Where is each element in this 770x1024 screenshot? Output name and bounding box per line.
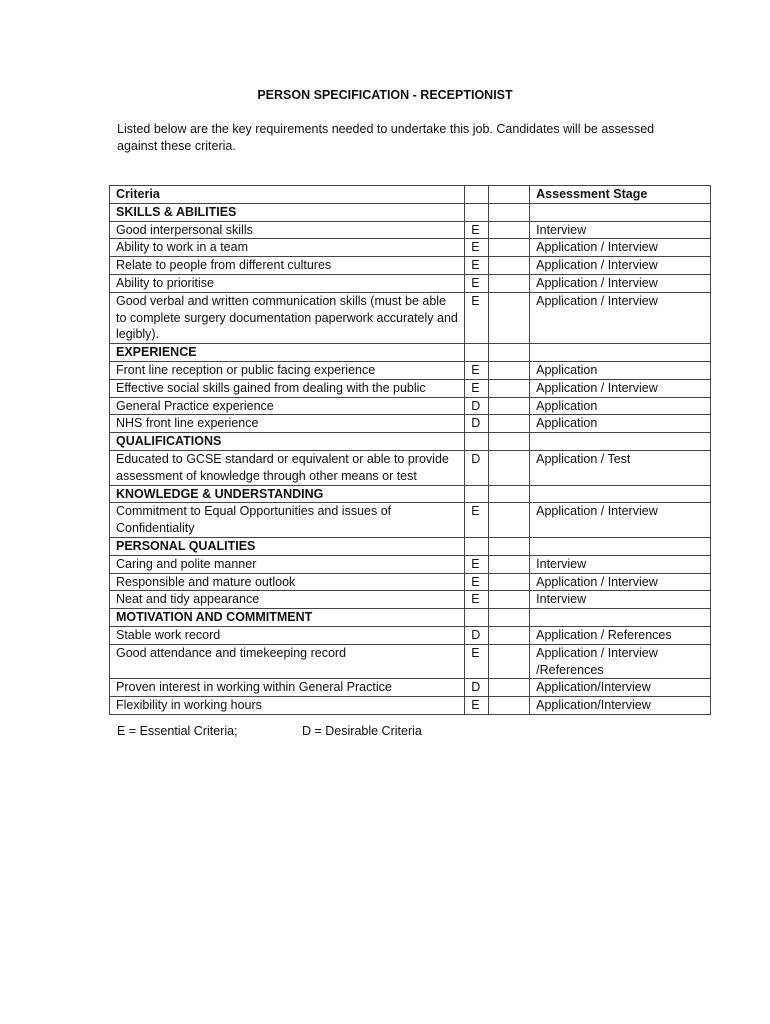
empty-cell [489,344,530,362]
assessment-stage-cell: Application / Interview /References [530,644,711,679]
section-heading: MOTIVATION AND COMMITMENT [110,609,465,627]
section-heading-row [110,203,711,221]
section-heading: EXPERIENCE [110,344,465,362]
table-row [110,274,711,292]
assessment-stage-cell: Application / Interview [530,292,711,343]
empty-cell [489,397,530,415]
empty-cell [465,609,489,627]
level-cell: E [465,555,489,573]
empty-cell [465,344,489,362]
level-cell: D [465,397,489,415]
assessment-stage-cell: Application / Interview [530,573,711,591]
level-cell: D [465,450,489,485]
empty-cell [489,679,530,697]
level-cell: D [465,626,489,644]
criteria-cell: NHS front line experience [110,415,465,433]
level-cell: E [465,644,489,679]
level-cell: D [465,415,489,433]
empty-cell [530,203,711,221]
assessment-stage-cell: Application [530,397,711,415]
empty-cell [489,591,530,609]
legend-essential: E = Essential Criteria; [117,724,238,738]
section-heading: PERSONAL QUALITIES [110,537,465,555]
table-row [110,257,711,275]
empty-cell [489,361,530,379]
level-cell: E [465,239,489,257]
level-cell: E [465,503,489,538]
empty-cell [489,537,530,555]
header-assessment-stage: Assessment Stage [530,186,711,204]
table-row [110,415,711,433]
section-heading: QUALIFICATIONS [110,433,465,451]
empty-cell [465,537,489,555]
assessment-stage-cell: Application/Interview [530,679,711,697]
assessment-stage-cell: Application/Interview [530,697,711,715]
section-heading-row [110,485,711,503]
criteria-cell: Educated to GCSE standard or equivalent or able to provide assessment of knowledge through other means or test [110,450,465,485]
table-row [110,292,711,343]
table-row [110,573,711,591]
section-heading-row [110,344,711,362]
person-specification-table [109,185,711,715]
intro-paragraph: Listed below are the key requirements needed to undertake this job. Candidates will be assessed against these criteria. [117,122,655,153]
empty-cell [489,415,530,433]
table-header-row [110,186,711,204]
empty-cell [489,609,530,627]
table-row [110,591,711,609]
header-criteria: Criteria [110,186,465,204]
criteria-cell: Good verbal and written communication skills (must be able to complete surgery documentation paperwork accurately and legibly). [110,292,465,343]
assessment-stage-cell: Application [530,415,711,433]
empty-cell [530,537,711,555]
table-row [110,239,711,257]
empty-cell [489,573,530,591]
assessment-stage-cell: Application / Interview [530,257,711,275]
assessment-stage-cell: Application / References [530,626,711,644]
legend-desirable: D = Desirable Criteria [302,724,422,738]
section-heading: KNOWLEDGE & UNDERSTANDING [110,485,465,503]
table-row [110,361,711,379]
empty-cell [489,555,530,573]
assessment-stage-cell: Application / Interview [530,379,711,397]
criteria-cell: Relate to people from different cultures [110,257,465,275]
table-row [110,379,711,397]
empty-cell [489,485,530,503]
criteria-cell: General Practice experience [110,397,465,415]
empty-cell [530,433,711,451]
empty-cell [489,257,530,275]
table-row [110,503,711,538]
table-row [110,555,711,573]
criteria-cell: Stable work record [110,626,465,644]
criteria-cell: Front line reception or public facing experience [110,361,465,379]
header-col2 [465,186,489,204]
section-heading: SKILLS & ABILITIES [110,203,465,221]
assessment-stage-cell: Interview [530,591,711,609]
level-cell: E [465,292,489,343]
assessment-stage-cell: Interview [530,555,711,573]
section-heading-row [110,609,711,627]
empty-cell [489,221,530,239]
assessment-stage-cell: Application / Test [530,450,711,485]
level-cell: E [465,274,489,292]
empty-cell [489,503,530,538]
header-col3 [489,186,530,204]
empty-cell [465,433,489,451]
empty-cell [489,433,530,451]
empty-cell [489,626,530,644]
criteria-cell: Neat and tidy appearance [110,591,465,609]
criteria-cell: Effective social skills gained from dealing with the public [110,379,465,397]
assessment-stage-cell: Application / Interview [530,239,711,257]
level-cell: D [465,679,489,697]
empty-cell [489,292,530,343]
level-cell: E [465,379,489,397]
criteria-cell: Caring and polite manner [110,555,465,573]
empty-cell [530,485,711,503]
level-cell: E [465,573,489,591]
assessment-stage-cell: Application [530,361,711,379]
empty-cell [489,239,530,257]
section-heading-row [110,537,711,555]
level-cell: E [465,697,489,715]
empty-cell [489,450,530,485]
table-row [110,697,711,715]
table-row [110,221,711,239]
criteria-cell: Good attendance and timekeeping record [110,644,465,679]
empty-cell [489,203,530,221]
empty-cell [465,203,489,221]
empty-cell [489,274,530,292]
criteria-cell: Proven interest in working within General Practice [110,679,465,697]
criteria-cell: Good interpersonal skills [110,221,465,239]
assessment-stage-cell: Application / Interview [530,274,711,292]
criteria-cell: Ability to prioritise [110,274,465,292]
table-row [110,450,711,485]
criteria-cell: Ability to work in a team [110,239,465,257]
table-row [110,626,711,644]
table-row [110,397,711,415]
level-cell: E [465,257,489,275]
empty-cell [530,344,711,362]
level-cell: E [465,591,489,609]
empty-cell [489,697,530,715]
empty-cell [489,379,530,397]
table-row [110,679,711,697]
assessment-stage-cell: Application / Interview [530,503,711,538]
level-cell: E [465,361,489,379]
empty-cell [530,609,711,627]
document-title: PERSON SPECIFICATION - RECEPTIONIST [257,88,513,102]
empty-cell [465,485,489,503]
empty-cell [489,644,530,679]
assessment-stage-cell: Interview [530,221,711,239]
criteria-cell: Responsible and mature outlook [110,573,465,591]
section-heading-row [110,433,711,451]
criteria-cell: Commitment to Equal Opportunities and issues of Confidentiality [110,503,465,538]
criteria-cell: Flexibility in working hours [110,697,465,715]
level-cell: E [465,221,489,239]
table-row [110,644,711,679]
